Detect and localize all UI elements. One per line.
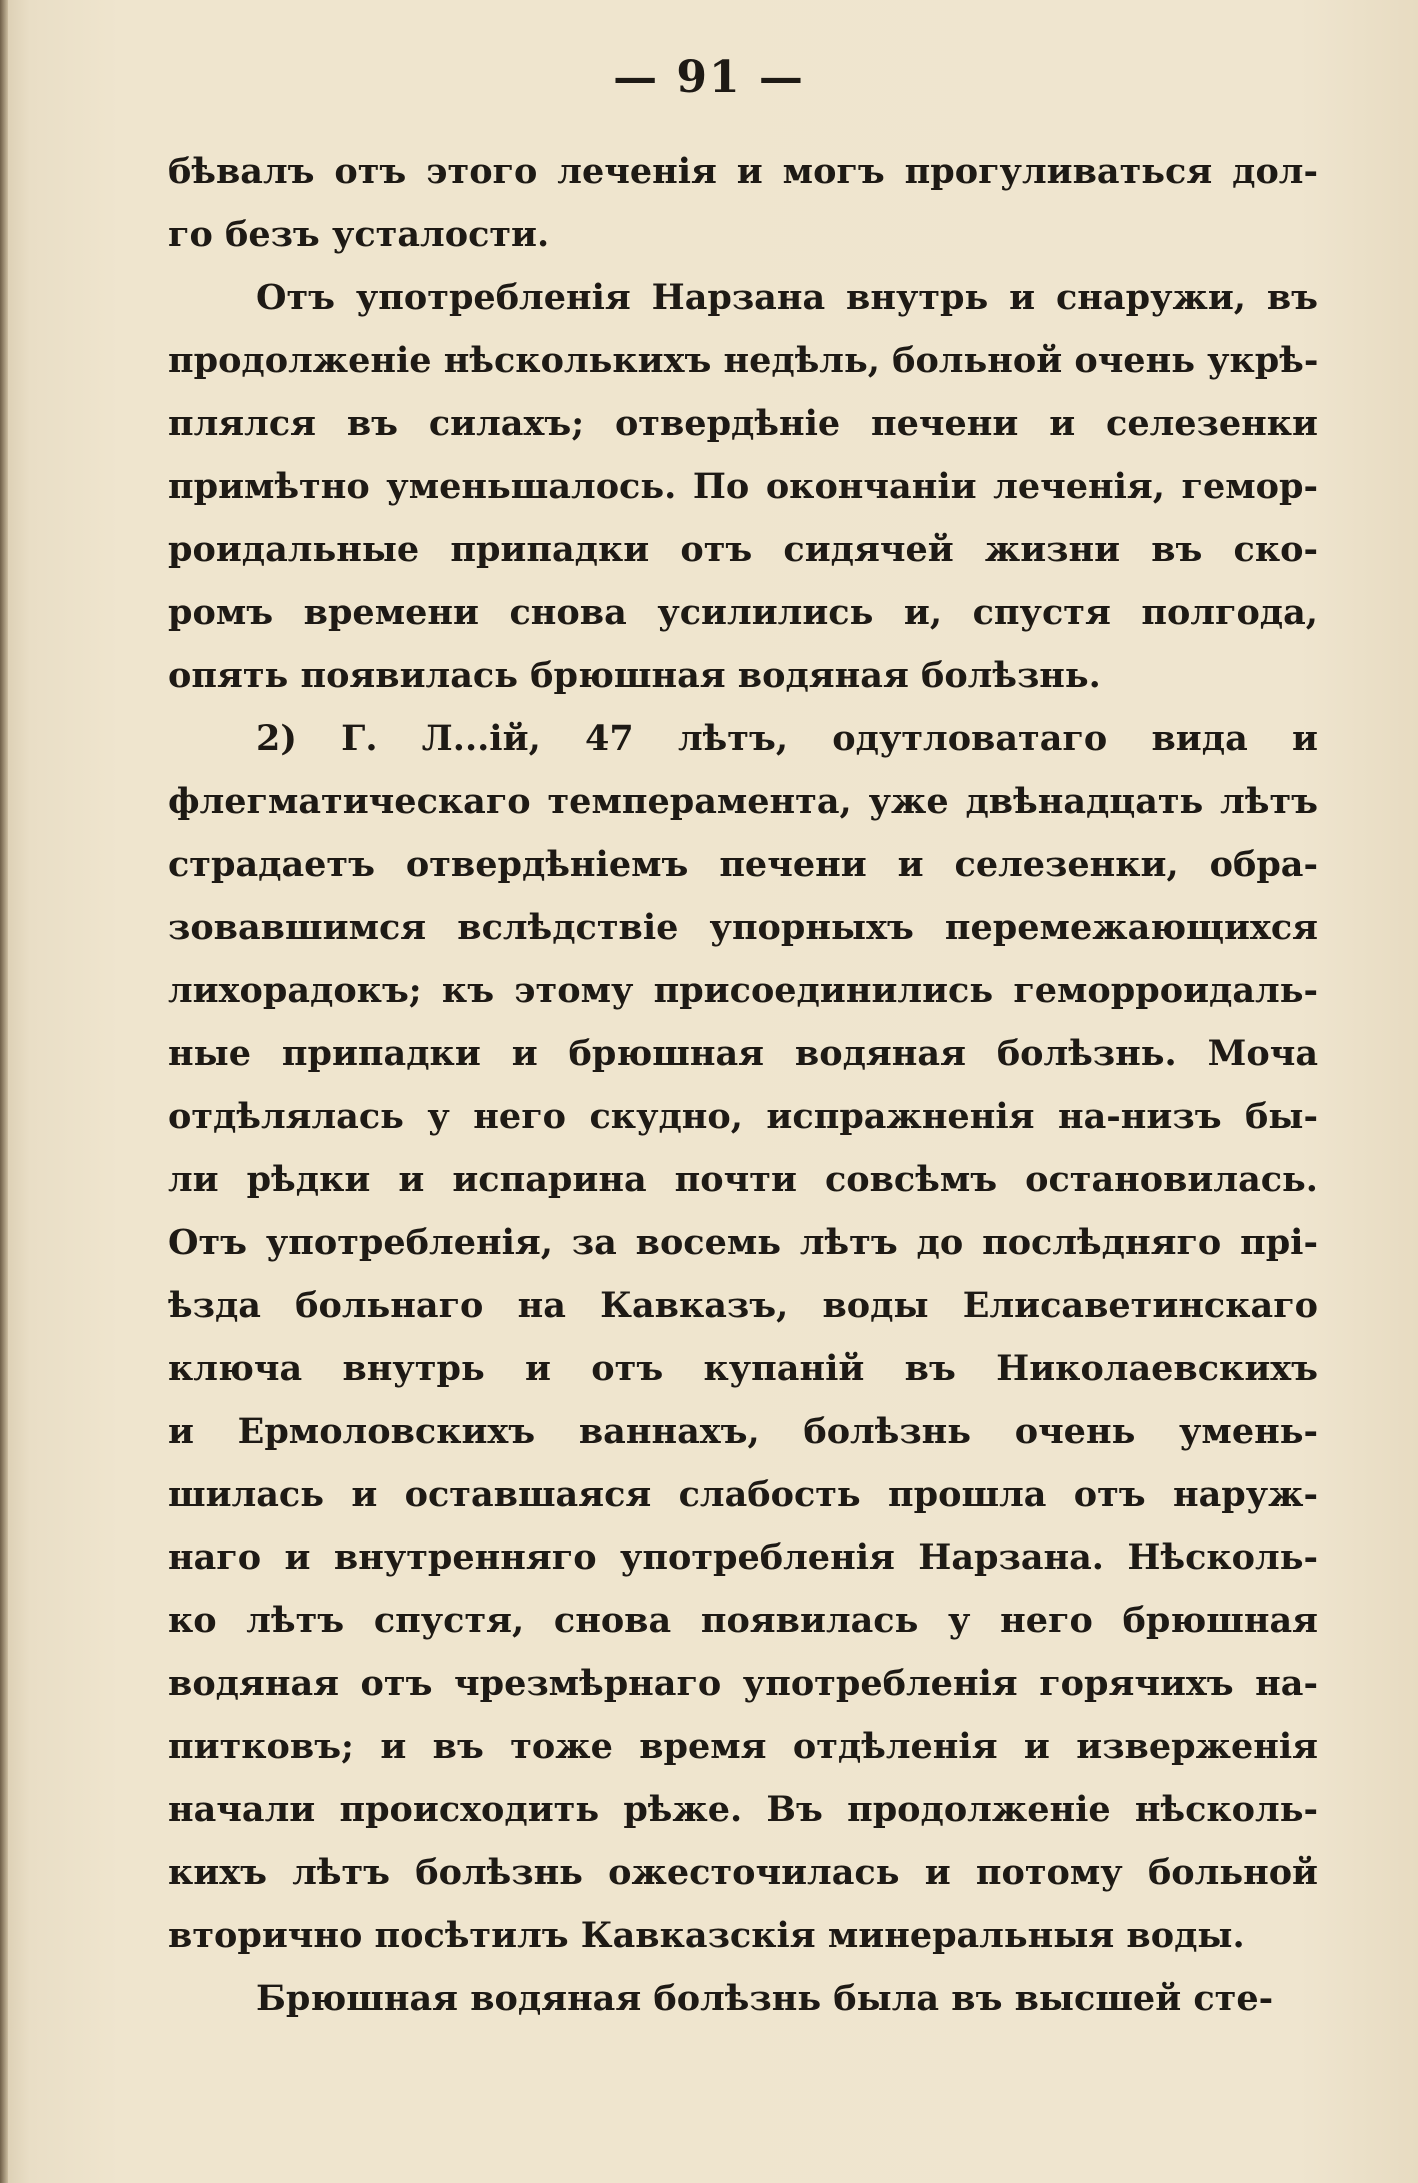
text-line: роидальные припадки отъ сидячей жизни въ ско-	[168, 529, 1318, 570]
body-text	[168, 140, 1318, 2030]
text-line: продолженіе нѣсколькихъ недѣль, больной очень укрѣ-	[168, 340, 1319, 381]
text-line: ли рѣдки и испарина почти совсѣмъ остановилась.	[168, 1159, 1318, 1200]
text-line: ключа внутрь и отъ купаній въ Николаевскихъ	[168, 1348, 1318, 1389]
text-line: опять появилась брюшная водяная болѣзнь.	[168, 655, 1101, 696]
text-line: плялся въ силахъ; отвердѣніе печени и селезенки	[168, 403, 1318, 444]
text-line: Отъ употребленія, за восемь лѣтъ до послѣдняго прі-	[168, 1222, 1318, 1263]
text-line: зовавшимся вслѣдствіе упорныхъ перемежающихся	[168, 907, 1318, 948]
text-line: Отъ употребленія Нарзана внутрь и снаружи, въ	[256, 277, 1318, 318]
page-number: — 91 —	[613, 52, 805, 103]
paragraph	[168, 707, 1318, 1967]
paragraph	[168, 266, 1318, 707]
text-line: примѣтно уменьшалось. По окончаніи леченія, гемор-	[168, 466, 1318, 507]
text-line: 2) Г. Л...ій, 47 лѣтъ, одутловатаго вида и	[256, 718, 1318, 759]
text-line: страдаетъ отвердѣніемъ печени и селезенки, обра-	[168, 844, 1318, 885]
text-line: ѣзда больнаго на Кавказъ, воды Елисаветинскаго	[168, 1285, 1318, 1326]
page-binding-edge	[0, 0, 8, 2183]
text-line: шилась и оставшаяся слабость прошла отъ наруж-	[168, 1474, 1318, 1515]
text-line: отдѣлялась у него скудно, испражненія на-низъ бы-	[168, 1096, 1318, 1137]
text-line: ромъ времени снова усилились и, спустя полгода,	[168, 592, 1318, 633]
text-line: вторично посѣтилъ Кавказскія минеральныя воды.	[168, 1915, 1245, 1956]
text-line: питковъ; и въ тоже время отдѣленія и изверженія	[168, 1726, 1318, 1767]
text-line: ные припадки и брюшная водяная болѣзнь. Моча	[168, 1033, 1318, 1074]
text-line: начали происходить рѣже. Въ продолженіе нѣсколь-	[168, 1789, 1318, 1830]
paragraph	[168, 140, 1318, 266]
text-line: го безъ усталости.	[168, 214, 550, 255]
text-line: лихорадокъ; къ этому присоединились геморроидаль-	[168, 970, 1318, 1011]
text-line: бѣвалъ отъ этого леченія и могъ прогуливаться дол-	[168, 151, 1318, 192]
text-line: и Ермоловскихъ ваннахъ, болѣзнь очень умень-	[168, 1411, 1318, 1452]
text-line: Брюшная водяная болѣзнь была въ высшей сте-	[256, 1978, 1274, 2019]
text-line: ко лѣтъ спустя, снова появилась у него брюшная	[168, 1600, 1318, 1641]
text-line: водяная отъ чрезмѣрнаго употребленія горячихъ на-	[168, 1663, 1318, 1704]
paragraph	[168, 1967, 1318, 2030]
text-line: кихъ лѣтъ болѣзнь ожесточилась и потому больной	[168, 1852, 1318, 1893]
text-line: флегматическаго темперамента, уже двѣнадцать лѣтъ	[168, 781, 1318, 822]
text-line: наго и внутренняго употребленія Нарзана. Нѣсколь-	[168, 1537, 1318, 1578]
